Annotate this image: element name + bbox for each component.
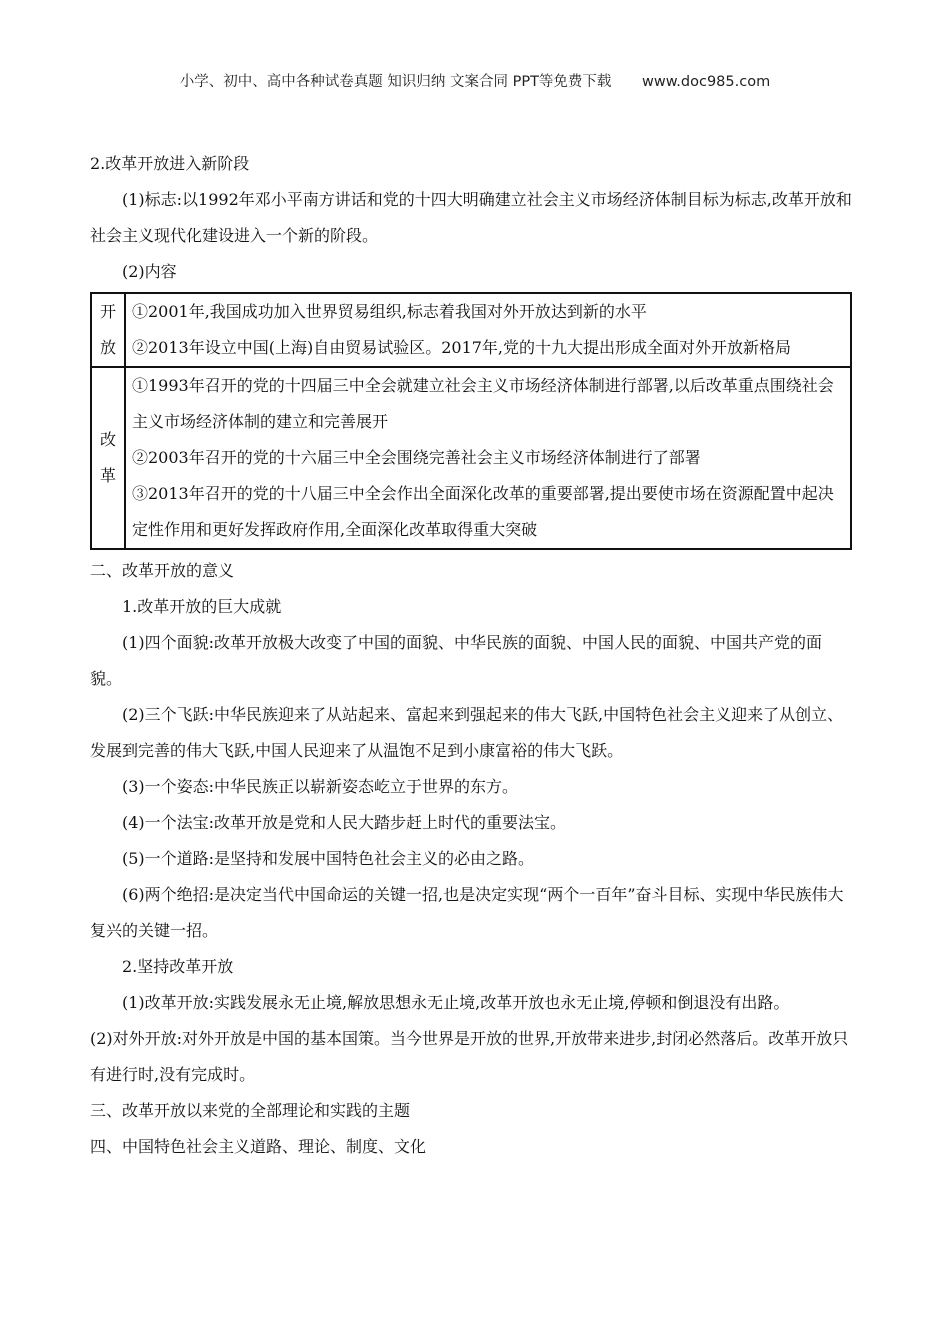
part3-heading: 三、改革开放以来党的全部理论和实践的主题 [90, 1101, 411, 1120]
table-item: ②2013年设立中国(上海)自由贸易试验区。2017年,党的十九大提出形成全面对外开放新格局 [132, 338, 792, 357]
part2-heading: 二、改革开放的意义 [90, 561, 235, 580]
reform-items [125, 367, 851, 549]
section-title: 2.改革开放进入新阶段 [90, 154, 250, 173]
label-reform [91, 367, 125, 549]
header-text: 小学、初中、高中各种试卷真题 知识归纳 文案合同 PPT等免费下载 [179, 74, 612, 90]
paragraph-sign: (1)标志:以1992年邓小平南方讲话和党的十四大明确建立社会主义市场经济体制目标为标志,改革开放和社会主义现代化建设进入一个新的阶段。 [90, 190, 852, 245]
part4-heading: 四、中国特色社会主义道路、理论、制度、文化 [90, 1137, 427, 1156]
label-char: 放 [99, 338, 116, 357]
table-item: ③2013年召开的党的十八届三中全会作出全面深化改革的重要部署,提出要使市场在资源配置中起决定性作用和更好发挥政府作用,全面深化改革取得重大突破 [132, 484, 834, 539]
label-char: 革 [99, 466, 116, 485]
table-item: ②2003年召开的党的十六届三中全会围绕完善社会主义市场经济体制进行了部署 [132, 448, 701, 467]
part2-subheading: 1.改革开放的巨大成就 [122, 597, 282, 616]
part2-subheading: 2.坚持改革开放 [122, 957, 234, 976]
table-row-open [91, 293, 851, 367]
list-item: (1)改革开放:实践发展永无止境,解放思想永无止境,改革开放也永无止境,停顿和倒退没有出路。 [122, 993, 790, 1012]
open-items [125, 293, 851, 367]
header-site-link[interactable]: www.doc985.com [642, 74, 771, 90]
list-item: (3)一个姿态:中华民族正以崭新姿态屹立于世界的东方。 [122, 777, 519, 796]
document-body [90, 146, 852, 1165]
table-row-reform [91, 367, 851, 549]
label-char: 改 [99, 430, 116, 449]
list-item: (2)对外开放:对外开放是中国的基本国策。当今世界是开放的世界,开放带来进步,封闭必然落后。改革开放只有进行时,没有完成时。 [90, 1029, 849, 1084]
list-item: (6)两个绝招:是决定当代中国命运的关键一招,也是决定实现“两个一百年”奋斗目标、实现中华民族伟大复兴的关键一招。 [90, 885, 844, 940]
list-item: (2)三个飞跃:中华民族迎来了从站起来、富起来到强起来的伟大飞跃,中国特色社会主义迎来了从创立、发展到完善的伟大飞跃,中国人民迎来了从温饱不足到小康富裕的伟大飞跃。 [90, 705, 844, 760]
content-table [90, 292, 852, 550]
paragraph-content-title: (2)内容 [122, 262, 177, 281]
page-header [0, 70, 950, 91]
table-item: ①1993年召开的党的十四届三中全会就建立社会主义市场经济体制进行部署,以后改革重点围绕社会主义市场经济体制的建立和完善展开 [132, 376, 834, 431]
list-item: (1)四个面貌:改革开放极大改变了中国的面貌、中华民族的面貌、中国人民的面貌、中国共产党的面貌。 [90, 633, 823, 688]
table-item: ①2001年,我国成功加入世界贸易组织,标志着我国对外开放达到新的水平 [132, 302, 647, 321]
list-item: (5)一个道路:是坚持和发展中国特色社会主义的必由之路。 [122, 849, 535, 868]
list-item: (4)一个法宝:改革开放是党和人民大踏步赶上时代的重要法宝。 [122, 813, 567, 832]
label-open [91, 293, 125, 367]
label-char: 开 [99, 302, 116, 321]
